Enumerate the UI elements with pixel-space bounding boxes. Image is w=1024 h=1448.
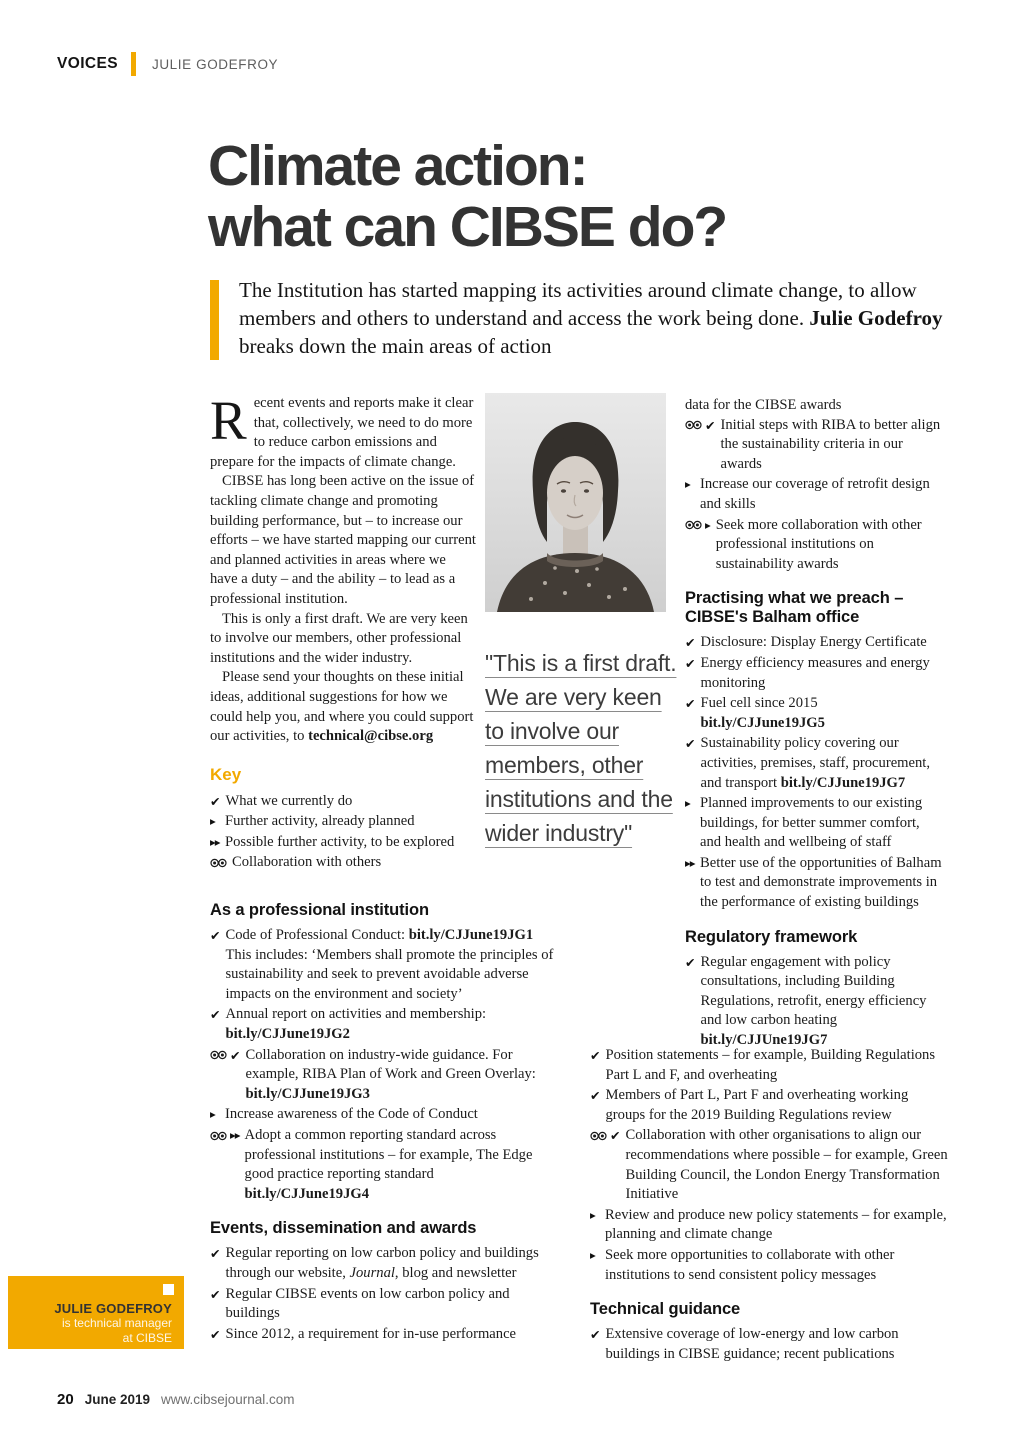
item-marker-group bbox=[590, 1246, 605, 1266]
footer-page-number: 20 bbox=[57, 1391, 74, 1408]
plain-text: Regular engagement with policy consultations, including Building Regulations, retrofit, energy efficiency and low carbon heating bbox=[700, 953, 927, 1029]
item-marker-group bbox=[210, 853, 232, 873]
item-marker-group bbox=[590, 1126, 625, 1146]
plain-text: Sustainability policy covering our activities, premises, staff, procurement, and transport bbox=[700, 735, 930, 791]
list-item-text bbox=[245, 1126, 560, 1204]
list-item bbox=[590, 1126, 948, 1204]
collaboration-icon bbox=[685, 420, 702, 430]
plain-text: Collaboration on industry-wide guidance. For example, RIBA Plan of Work and Green Overlay: bbox=[245, 1046, 536, 1083]
check-marker-icon: ✔ bbox=[210, 1286, 221, 1302]
plain-text: Initial steps with RIBA to better align the sustainability criteria in our awards bbox=[720, 416, 941, 472]
item-marker-group bbox=[685, 654, 700, 674]
list-item bbox=[210, 1126, 560, 1204]
plain-text: Code of Professional Conduct: bbox=[225, 927, 409, 943]
plain-text: Members of Part L, Part F and overheating working groups for the 2019 Building Regulations review bbox=[605, 1087, 909, 1123]
bitly-link-text: bit.ly/CJJune19JG2 bbox=[225, 1025, 350, 1042]
plain-text: Better use of the opportunities of Balham to test and demonstrate improvements in the performance of existing buildings bbox=[700, 854, 942, 911]
list-item bbox=[210, 1325, 560, 1345]
plain-text: Regular reporting on low carbon policy and buildings through our website, bbox=[225, 1245, 539, 1281]
collaboration-icon bbox=[590, 1131, 607, 1141]
list-item bbox=[685, 416, 944, 475]
list-item-text bbox=[225, 1285, 560, 1324]
list-item bbox=[685, 694, 944, 733]
intro-paragraph bbox=[210, 390, 477, 472]
list-item-text bbox=[605, 1046, 948, 1085]
plain-text: Position statements – for example, Building Regulations Part L and F, and overheating bbox=[605, 1047, 936, 1083]
contact-email: technical@cibse.org bbox=[308, 728, 434, 745]
check-marker-icon: ✔ bbox=[210, 1007, 221, 1023]
list-item-text bbox=[225, 1105, 560, 1125]
portrait-illustration bbox=[485, 393, 666, 612]
events-list bbox=[210, 1244, 560, 1344]
planned-marker-icon: ▸ bbox=[210, 814, 216, 829]
page-title bbox=[208, 136, 726, 258]
standfirst-accent-bar bbox=[210, 280, 219, 360]
list-item bbox=[210, 1005, 560, 1044]
check-marker-icon: ✔ bbox=[685, 655, 696, 671]
check-marker-icon: ✔ bbox=[610, 1128, 621, 1144]
collaboration-icon bbox=[685, 520, 702, 530]
plain-text: Collaboration with other organisations to align our recommendations where possible – for example, Green Building Council, the London Energy Transformation Initiative bbox=[625, 1127, 948, 1203]
item-marker-group bbox=[590, 1325, 605, 1345]
item-marker-group bbox=[210, 1105, 225, 1125]
section-heading-regulatory: Regulatory framework bbox=[685, 927, 858, 946]
list-item-text bbox=[232, 853, 477, 873]
plain-text: Seek more opportunities to collaborate with other institutions to send consistent policy messages bbox=[605, 1246, 895, 1283]
author-role-line: is technical manager bbox=[61, 1316, 172, 1330]
standfirst-author-name: Julie Godefroy bbox=[809, 306, 943, 330]
list-item bbox=[685, 516, 944, 575]
plain-text: Increase awareness of the Code of Conduct bbox=[225, 1106, 478, 1123]
item-marker-group bbox=[210, 926, 225, 946]
page-header bbox=[57, 52, 278, 76]
technical-list bbox=[590, 1325, 948, 1364]
list-item bbox=[210, 1285, 560, 1324]
list-item bbox=[210, 812, 477, 832]
list-item-text bbox=[700, 734, 944, 793]
list-item bbox=[685, 794, 944, 853]
planned-marker-icon: ▸ bbox=[685, 796, 691, 811]
list-item bbox=[685, 654, 944, 693]
check-marker-icon: ✔ bbox=[590, 1048, 601, 1063]
collaboration-icon bbox=[210, 1050, 227, 1060]
check-marker-icon: ✔ bbox=[705, 417, 716, 433]
plain-text: Disclosure: Display Energy Certificate bbox=[700, 634, 927, 651]
item-marker-group bbox=[210, 1126, 245, 1146]
item-marker-group bbox=[210, 792, 225, 812]
intro-paragraph bbox=[210, 668, 477, 746]
list-item-text bbox=[225, 926, 560, 1004]
section-heading-technical: Technical guidance bbox=[590, 1300, 741, 1319]
intro-paragraph: This is only a first draft. We are very keen to involve our members, other professional institutions and the wider industry. bbox=[210, 610, 468, 666]
list-item bbox=[210, 1046, 560, 1105]
section-kicker: VOICES bbox=[57, 55, 118, 72]
list-item-text bbox=[245, 1046, 560, 1105]
key-legend-list bbox=[210, 792, 477, 873]
item-marker-group bbox=[685, 953, 700, 973]
page-title-line1: Climate action: bbox=[208, 134, 587, 198]
plain-text: Regular CIBSE events on low carbon policy and buildings bbox=[225, 1285, 510, 1322]
plain-text: Extensive coverage of low-energy and low carbon buildings in CIBSE guidance; recent publications bbox=[605, 1326, 899, 1362]
plain-text: Collaboration with others bbox=[232, 854, 382, 871]
item-marker-group bbox=[210, 812, 225, 832]
list-item-text bbox=[225, 833, 477, 853]
explore-marker-icon: ▸▸ bbox=[685, 855, 695, 870]
item-marker-group bbox=[685, 794, 700, 814]
regulatory-list-narrow bbox=[685, 953, 944, 1051]
list-item-text bbox=[700, 854, 944, 913]
footer-website: www.cibsejournal.com bbox=[160, 1392, 295, 1407]
list-item bbox=[590, 1046, 948, 1085]
kicker-divider-bar bbox=[131, 52, 136, 76]
section-heading-line: Practising what we preach – bbox=[685, 589, 904, 608]
list-item bbox=[210, 1244, 560, 1283]
planned-marker-icon: ▸ bbox=[590, 1247, 596, 1262]
plain-text: Adopt a common reporting standard across professional institutions – for example, The Edge good practice reporting standard bbox=[244, 1126, 533, 1183]
list-item-text bbox=[605, 1325, 948, 1364]
list-item-text bbox=[700, 654, 944, 693]
explore-marker-icon: ▸▸ bbox=[230, 1127, 240, 1142]
plain-text: , blog and newsletter bbox=[394, 1264, 517, 1281]
list-item bbox=[685, 854, 944, 913]
check-marker-icon: ✔ bbox=[210, 1246, 221, 1262]
drop-cap: R bbox=[210, 390, 247, 451]
check-marker-icon: ✔ bbox=[590, 1088, 601, 1104]
check-marker-icon: ✔ bbox=[210, 928, 221, 943]
awards-list bbox=[685, 416, 944, 575]
list-item-text bbox=[700, 475, 944, 514]
item-marker-group bbox=[210, 1046, 245, 1066]
check-marker-icon: ✔ bbox=[210, 1326, 221, 1342]
check-marker-icon: ✔ bbox=[230, 1047, 241, 1063]
bitly-link-text: bit.ly/CJJune19JG4 bbox=[244, 1185, 370, 1202]
page-title-line2: what can CIBSE do? bbox=[208, 195, 727, 259]
check-marker-icon: ✔ bbox=[685, 696, 696, 712]
plain-text: Energy efficiency measures and energy monitoring bbox=[700, 654, 930, 691]
regulatory-list-wide bbox=[590, 1046, 948, 1285]
section-heading-events: Events, dissemination and awards bbox=[210, 1219, 477, 1238]
left-column-bottom bbox=[210, 901, 560, 1345]
page-footer bbox=[57, 1391, 295, 1408]
intro-paragraph-text: ecent events and reports make it clear that, collectively, we need to do more to reduce carbon emissions and prepare for the impacts of climate change. bbox=[210, 395, 474, 470]
item-marker-group bbox=[590, 1206, 605, 1226]
bitly-link-text: bit.ly/CJJune19JG7 bbox=[780, 774, 906, 791]
author-tag: JULIE GODEFROY bbox=[151, 56, 279, 72]
standfirst-plain2: breaks down the main areas of action bbox=[239, 334, 552, 358]
plain-text: Review and produce new policy statements – for example, planning and climate change bbox=[605, 1206, 947, 1243]
bitly-link-text: bit.ly/CJJUne19JG7 bbox=[700, 1032, 828, 1049]
list-item-text bbox=[700, 794, 944, 853]
item-marker-group bbox=[685, 734, 700, 754]
list-item bbox=[210, 833, 477, 853]
author-role-line: at CIBSE bbox=[122, 1331, 172, 1345]
check-marker-icon: ✔ bbox=[685, 736, 696, 752]
author-credit-box bbox=[8, 1276, 184, 1349]
professional-list bbox=[210, 926, 560, 1204]
plain-text: Fuel cell since 2015 bbox=[700, 695, 818, 712]
planned-marker-icon: ▸ bbox=[705, 517, 711, 532]
standfirst-text bbox=[239, 276, 954, 360]
list-item-text bbox=[605, 1206, 948, 1245]
item-marker-group bbox=[210, 1244, 225, 1264]
planned-marker-icon: ▸ bbox=[685, 477, 691, 492]
list-item-text bbox=[605, 1086, 948, 1125]
plain-text: This includes: ‘Members shall promote the principles of sustainability and seek to prevent avoidable adverse impacts on the environment and society’ bbox=[225, 946, 554, 1002]
list-item-text bbox=[225, 1325, 560, 1345]
standfirst-plain: The Institution has started mapping its activities around climate change, to allow members and others to understand and access the work being done. bbox=[239, 278, 917, 330]
item-marker-group bbox=[685, 633, 700, 653]
author-name: JULIE GODEFROY bbox=[54, 1301, 172, 1316]
standfirst bbox=[210, 276, 955, 360]
list-item-text bbox=[225, 1244, 560, 1283]
list-item bbox=[210, 1105, 560, 1125]
list-item-text bbox=[625, 1126, 948, 1204]
item-marker-group bbox=[210, 1325, 225, 1345]
list-item bbox=[685, 633, 944, 653]
check-marker-icon: ✔ bbox=[685, 954, 696, 970]
plain-text: What we currently do bbox=[225, 792, 353, 809]
item-marker-group bbox=[685, 475, 700, 495]
collaboration-icon bbox=[210, 858, 227, 868]
intro-paragraph-text: Please send your thoughts on these initial ideas, additional suggestions for how we could help you, and where you could support our activities, to bbox=[210, 669, 474, 745]
list-item-text bbox=[225, 1005, 560, 1044]
explore-marker-icon: ▸▸ bbox=[210, 834, 220, 849]
plain-text: Since 2012, a requirement for in-use performance bbox=[225, 1325, 517, 1342]
list-item-text bbox=[700, 694, 944, 733]
item-marker-group bbox=[685, 694, 700, 714]
plain-text: Planned improvements to our existing buildings, for better summer comfort, and health and wellbeing of staff bbox=[700, 795, 923, 851]
planned-marker-icon: ▸ bbox=[590, 1207, 596, 1222]
bitly-link-text: bit.ly/CJJune19JG5 bbox=[700, 714, 825, 731]
plain-text: Increase our coverage of retrofit design and skills bbox=[700, 476, 930, 512]
section-heading-balham bbox=[685, 589, 944, 627]
list-item bbox=[685, 953, 944, 1051]
check-marker-icon: ✔ bbox=[210, 793, 221, 809]
key-heading: Key bbox=[210, 764, 242, 784]
item-marker-group bbox=[685, 416, 720, 436]
list-item bbox=[590, 1246, 948, 1285]
footer-issue-date: June 2019 bbox=[84, 1392, 150, 1407]
list-item-text bbox=[605, 1246, 948, 1285]
list-item bbox=[210, 926, 560, 1004]
intro-paragraph: CIBSE has long been active on the issue of tackling climate change and promoting building performance, but – to increase our efforts – we have started mapping our current and planned activities in areas where we have a duty – and the ability – to lead as a professional institution. bbox=[210, 473, 476, 607]
item-marker-group bbox=[210, 1285, 225, 1305]
list-item-text bbox=[720, 416, 944, 475]
plain-text: Possible further activity, to be explored bbox=[225, 833, 455, 850]
check-marker-icon: ✔ bbox=[590, 1327, 601, 1343]
item-marker-group bbox=[685, 854, 700, 874]
bitly-link-text: bit.ly/CJJune19JG3 bbox=[245, 1085, 370, 1102]
item-marker-group bbox=[210, 1005, 225, 1025]
portrait-photo bbox=[485, 393, 666, 612]
list-item bbox=[590, 1086, 948, 1125]
list-item-text bbox=[700, 633, 944, 653]
section-heading-line: CIBSE's Balham office bbox=[685, 608, 860, 627]
list-item bbox=[685, 734, 944, 793]
item-marker-group bbox=[590, 1086, 605, 1106]
list-item bbox=[590, 1325, 948, 1364]
list-item-text bbox=[716, 516, 944, 575]
item-marker-group bbox=[685, 516, 716, 536]
item-marker-group bbox=[590, 1046, 605, 1066]
list-item bbox=[685, 475, 944, 514]
pull-quote: "This is a first draft. We are very keen to involve our members, other institutions and the wider industry" bbox=[485, 650, 677, 846]
list-item bbox=[210, 792, 477, 812]
bitly-link-text: bit.ly/CJJune19JG1 bbox=[408, 927, 534, 943]
check-marker-icon: ✔ bbox=[685, 635, 696, 651]
plain-text: Annual report on activities and membership: bbox=[225, 1006, 487, 1023]
balham-list bbox=[685, 633, 944, 912]
list-item bbox=[590, 1206, 948, 1245]
list-item-text bbox=[700, 953, 944, 1051]
list-item bbox=[210, 853, 477, 873]
list-item-text bbox=[225, 792, 477, 812]
list-item-text bbox=[225, 812, 477, 832]
collaboration-icon bbox=[210, 1131, 227, 1141]
item-marker-group bbox=[210, 833, 225, 853]
intro-column bbox=[210, 390, 477, 874]
plain-text: Seek more collaboration with other professional institutions on sustainability awards bbox=[715, 516, 922, 572]
runover-text: data for the CIBSE awards bbox=[685, 397, 842, 413]
plain-text: Further activity, already planned bbox=[225, 813, 415, 830]
corner-square-mark bbox=[163, 1284, 174, 1295]
right-column-bottom bbox=[590, 1046, 948, 1365]
section-heading-professional: As a professional institution bbox=[210, 901, 429, 919]
right-column-top bbox=[685, 396, 944, 1052]
italic-text: Journal bbox=[349, 1264, 395, 1281]
planned-marker-icon: ▸ bbox=[210, 1107, 216, 1122]
